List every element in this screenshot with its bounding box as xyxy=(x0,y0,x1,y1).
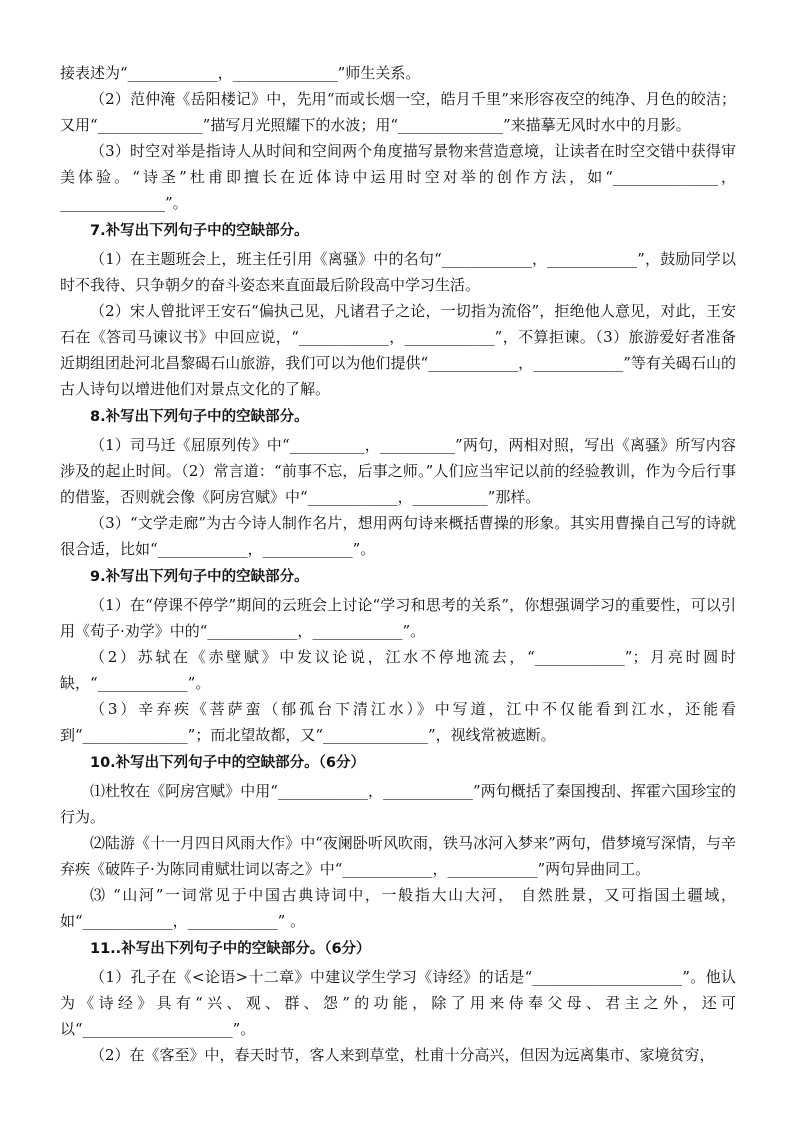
question-heading: 11..补写出下列句子中的空缺部分。（6分） xyxy=(90,941,371,957)
question-heading: 10.补写出下列句子中的空缺部分。（6分） xyxy=(90,755,366,771)
question-heading: 9.补写出下列句子中的空缺部分。 xyxy=(90,569,309,585)
text-line: ⑶ “山河”一词常见于中国古典诗词中，一般指大山大河， 自然胜景，又可指国土疆域，如“____________，____________” 。 xyxy=(60,886,736,930)
text-line: （1）在“停课不停学”期间的云班会上讨论“学习和思考的关系”，你想强调学习的重要性，可以引用《荀子·劝学》中的“____________，____________”。 xyxy=(60,596,736,640)
text-line: （2）宋人曾批评王安石“偏执己见，凡诸君子之论，一切指为流俗”，拒绝他人意见，对此，王安石在《答司马谏议书》中回应说，“____________，____________”，不算拒谏。（3）旅游爱好者准备近期组团赴河北昌黎碣石山旅游，我们可以为他们提供“____________，____________”等有关碣石山的古人诗句以增进他们对景点文化的了解。 xyxy=(60,302,736,398)
text-line: （2）在《客至》中，春天时节，客人来到草堂，杜甫十分高兴，但因为远离集市、家境贫穷， xyxy=(90,1046,715,1064)
question-heading: 7.补写出下列句子中的空缺部分。 xyxy=(90,223,309,239)
text-line: （2）范仲淹《岳阳楼记》中，先用“而或长烟一空，皓月千里”来形容夜空的纯净、月色的皎洁；又用“______________”描写月光照耀下的水波；用“______________”来描摹无风时水中的月影。 xyxy=(60,90,736,134)
text-line: （3）“文学走廊”为古今诗人制作名片，想用两句诗来概括曹操的形象。其实用曹操自己写的诗就很合适，比如“____________，____________”。 xyxy=(60,514,736,558)
text-line: ⑴杜牧在《阿房宫赋》中用“____________，____________”两句概括了秦国搜刮、挥霍六国珍宝的行为。 xyxy=(60,782,736,826)
text-line: 接表述为“____________，______________”师生关系。 xyxy=(60,64,421,82)
text-line: （2）苏轼在《赤壁赋》中发议论说，江水不停地流去，“____________”；月亮时圆时缺，“____________”。 xyxy=(60,648,736,692)
text-line: （3）时空对举是指诗人从时间和空间两个角度描写景物来营造意境，让读者在时空交错中获得审美体验。“诗圣”杜甫即擅长在近体诗中运用时空对举的创作方法，如“______________，______________”。 xyxy=(60,142,736,212)
text-line: （1）司马迁《屈原列传》中“__________，__________”两句，两相对照，写出《离骚》所写内容涉及的起止时间。（2）常言道：“前事不忘，后事之师。”人们应当牢记以前的经验教训，作为今后行事的借鉴，否则就会像《阿房宫赋》中“____________，__________”那样。 xyxy=(60,436,736,506)
text-line: （3）辛弃疾《菩萨蛮（郁孤台下清江水）》中写道，江中不仅能看到江水，还能看到“______________”；而北望故都，又“______________”，视线常被遮断。 xyxy=(60,700,736,744)
question-heading: 8.补写出下列句子中的空缺部分。 xyxy=(90,409,309,425)
exam-page xyxy=(60,60,736,1068)
text-line: （1）在主题班会上，班主任引用《离骚》中的名句“____________，____________”，鼓励同学以时不我待、只争朝夕的奋斗姿态来直面最后阶段高中学习生活。 xyxy=(60,250,736,294)
text-line: （1）孔子在《<论语>十二章》中建议学生学习《诗经》的话是“____________________”。他认为《诗经》具有“兴、观、群、怨”的功能，除了用来侍奉父母、君主之外，还可以“____________________”。 xyxy=(60,968,736,1038)
text-line: ⑵陆游《十一月四日风雨大作》中“夜阑卧听风吹雨，铁马冰河入梦来”两句，借梦境写深情，与辛弃疾《破阵子·为陈同甫赋壮词以寄之》中“____________，____________”两句异曲同工。 xyxy=(60,834,736,878)
